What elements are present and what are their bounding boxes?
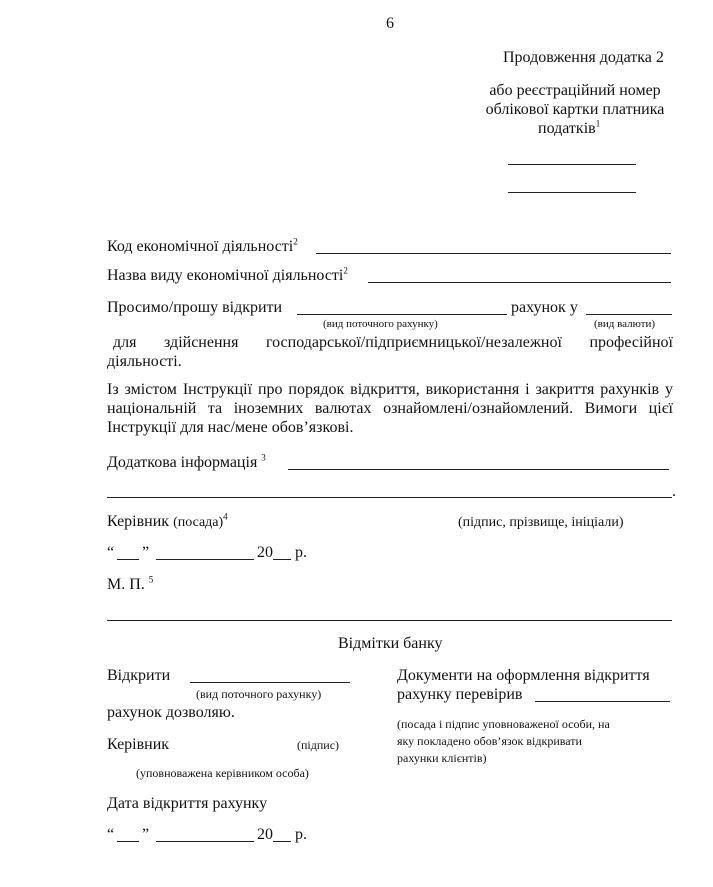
account-type-hint: (вид поточного рахунку) <box>323 318 438 330</box>
purpose-line2: діяльності. <box>107 353 182 370</box>
date-year-field-1[interactable] <box>273 559 291 560</box>
bank-head-label: Керівник <box>107 736 170 753</box>
reg-number-line3: податків$^1$ <box>538 118 601 137</box>
date-day-field-2[interactable] <box>117 841 139 842</box>
bank-open-date-label: Дата відкриття рахунку <box>107 795 268 812</box>
econ-code-label: Код економічної діяльності$^2$ <box>107 236 298 255</box>
bank-authorized-hint: (уповноважена керівником особа) <box>136 766 309 780</box>
date-year-suffix-1: р. <box>295 544 307 561</box>
econ-name-label: Назва виду економічної діяльності$^2$ <box>107 265 348 284</box>
additional-info-label: Додаткова інформація $^3$ <box>107 452 266 471</box>
reg-number-line1: або реєстраційний номер <box>489 82 661 99</box>
currency-field[interactable] <box>586 314 672 315</box>
bank-account-type-field[interactable] <box>190 682 350 683</box>
reg-number-line2: облікової картки платника <box>485 101 665 118</box>
purpose-word: здійснення <box>164 334 239 351</box>
bank-docs-line2: рахунку перевірив <box>397 686 523 703</box>
date-month-field-1[interactable] <box>156 559 254 560</box>
bank-docs-line1: Документи на оформлення відкриття <box>397 667 650 684</box>
date-month-field-2[interactable] <box>156 841 254 842</box>
section-separator <box>107 620 672 621</box>
bank-docs-hint3: рахунки клієнтів) <box>397 751 487 765</box>
reg-number-field-1[interactable] <box>508 164 636 165</box>
request-label: Просимо/прошу відкрити <box>107 299 283 316</box>
account-type-field[interactable] <box>297 314 507 315</box>
bank-account-type-hint: (вид поточного рахунку) <box>196 687 322 701</box>
currency-hint: (вид валюти) <box>594 318 656 330</box>
bank-marks-title: Відмітки банку <box>338 635 443 652</box>
purpose-line1 <box>107 333 673 352</box>
purpose-word: для <box>113 334 137 351</box>
purpose-word: господарської/підприємницької/незалежної <box>265 334 562 351</box>
date-year-prefix-2: 20 <box>257 826 273 843</box>
instruction-paragraph: Із змістом Інструкції про порядок відкриття, використання і закриття рахунків у національній та іноземних валютах ознайомлені/ознайомлений. Вимоги цієї Інструкції для нас/мене обов’язкові. <box>107 381 673 436</box>
date-open-quote-1: “ <box>107 544 115 561</box>
bank-checked-by-field[interactable] <box>535 701 670 702</box>
date-close-quote-2: ” <box>142 826 150 843</box>
bank-sign-hint: (підпис) <box>297 738 340 752</box>
date-year-prefix-1: 20 <box>257 544 273 561</box>
stamp-label: М. П. $^5$ <box>107 574 154 593</box>
head-sign-hint: (підпис, прізвище, ініціали) <box>458 515 624 530</box>
bank-docs-hint2: яку покладено обов’язок відкривати <box>397 734 582 748</box>
date-year-suffix-2: р. <box>295 826 307 843</box>
head-label: Керівник (посада)$^4$ <box>107 511 228 530</box>
econ-code-field[interactable] <box>316 253 671 254</box>
econ-name-field[interactable] <box>368 282 671 283</box>
bank-allow-label: рахунок дозволяю. <box>107 704 235 721</box>
account-in-label: рахунок у <box>511 299 578 316</box>
reg-number-field-2[interactable] <box>508 192 636 193</box>
date-open-quote-2: “ <box>107 826 115 843</box>
date-year-field-2[interactable] <box>273 841 291 842</box>
bank-docs-hint1: (посада і підпис уповноваженої особи, на <box>397 717 610 731</box>
bank-open-label: Відкрити <box>107 667 171 684</box>
page-number: 6 <box>386 15 394 32</box>
continuation-label: Продовження додатка 2 <box>503 49 664 66</box>
purpose-word: професійної <box>589 334 673 351</box>
additional-info-period: . <box>672 483 676 500</box>
additional-info-field-1[interactable] <box>288 469 669 470</box>
date-close-quote-1: ” <box>142 544 150 561</box>
additional-info-field-2[interactable] <box>107 497 672 498</box>
date-day-field-1[interactable] <box>117 559 139 560</box>
